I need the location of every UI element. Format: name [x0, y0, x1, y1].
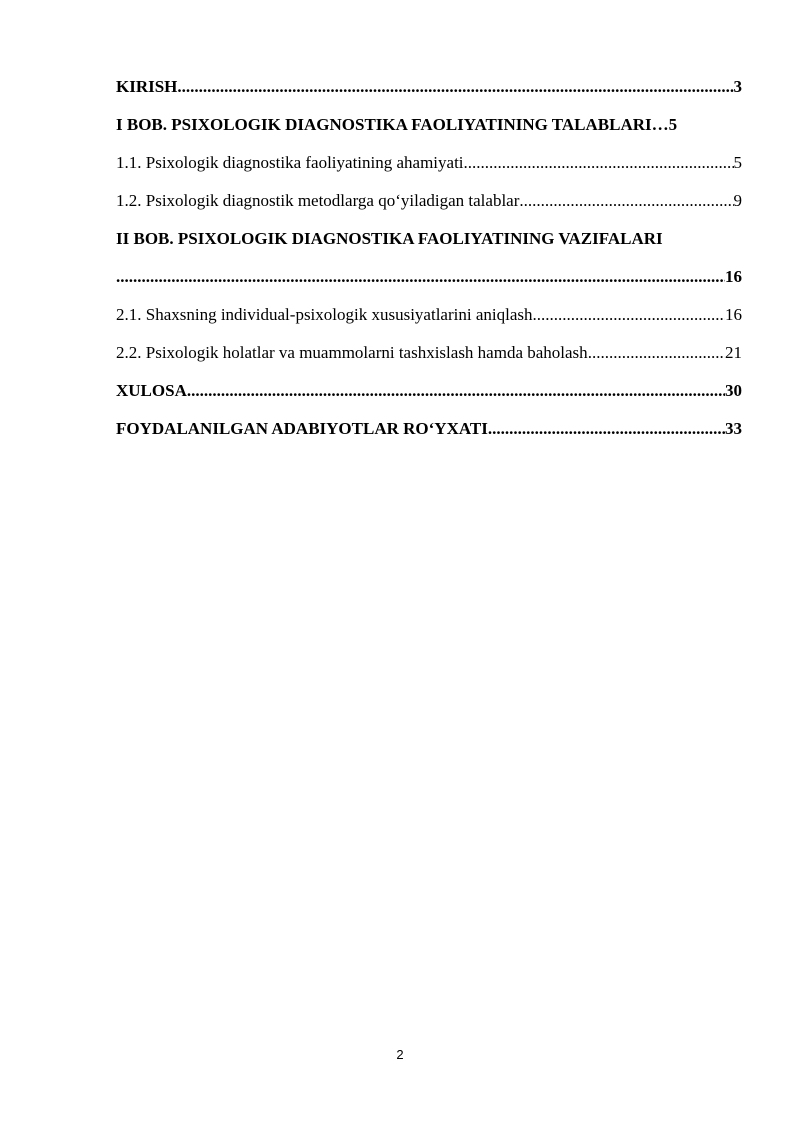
toc-entry-bibliography[interactable]: FOYDALANILGAN ADABIYOTLAR RO‘YXATI ..... 33: [116, 419, 742, 439]
dot-leader: [488, 419, 725, 439]
toc-entry-2-1[interactable]: 2.1. Shaxsning individual-psixologik xususiyatlarini aniqlash ..... 16: [116, 305, 742, 325]
dot-leader: [187, 381, 725, 401]
chapter-2-leader-line: ..... 16: [116, 267, 742, 287]
toc-entry-2-2[interactable]: 2.2. Psixologik holatlar va muammolarni tashxislash hamda baholash ..... 21: [116, 343, 742, 363]
toc-entry-1-2[interactable]: 1.2. Psixologik diagnostik metodlarga qo‘yiladigan talablar ..... 9: [116, 191, 742, 211]
dot-leader: [177, 77, 733, 97]
toc-entry-kirish[interactable]: KIRISH ..... 3: [116, 77, 742, 97]
dot-leader: [588, 343, 725, 363]
dot-leader: [464, 153, 734, 173]
page-number: 2: [396, 1047, 404, 1062]
toc-entry-chapter-2[interactable]: [116, 229, 742, 287]
toc-entry-chapter-1[interactable]: I BOB. PSIXOLOGIK DIAGNOSTIKA FAOLIYATINING TALABLARI … 5: [116, 115, 678, 134]
toc-entry-xulosa[interactable]: XULOSA ..... 30: [116, 381, 742, 401]
toc-entry-1-1[interactable]: 1.1. Psixologik diagnostika faoliyatining ahamiyati ..... 5: [116, 153, 742, 173]
dot-leader: [116, 267, 725, 287]
dot-leader: [519, 191, 733, 211]
dot-leader: [532, 305, 725, 325]
chapter-2-title: II BOB. PSIXOLOGIK DIAGNOSTIKA FAOLIYATINING VAZIFALARI: [116, 229, 663, 248]
table-of-contents: [116, 72, 742, 439]
